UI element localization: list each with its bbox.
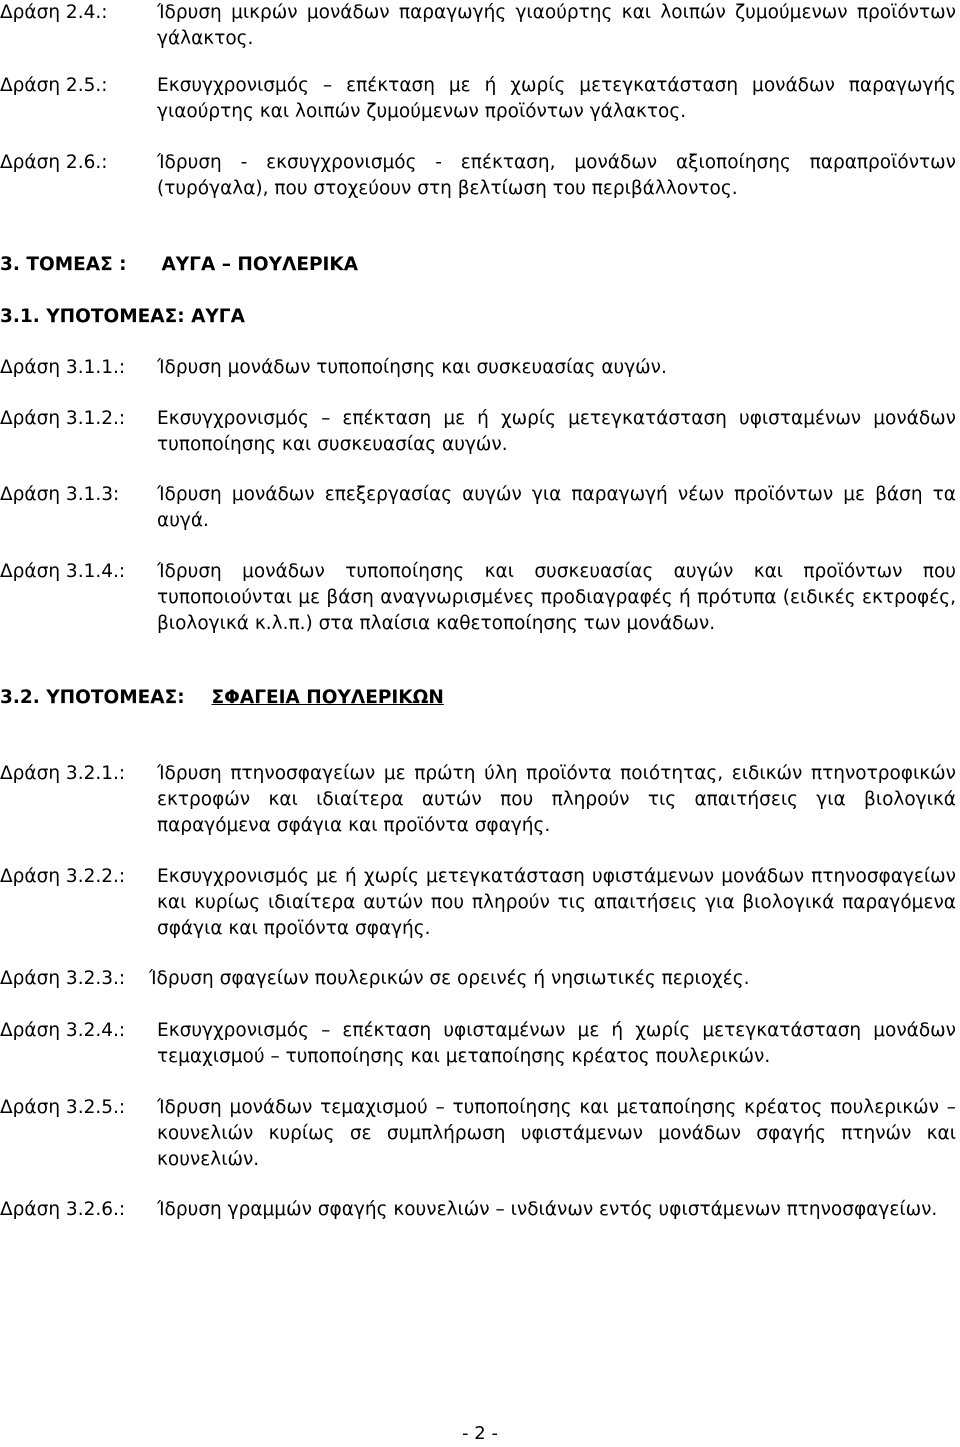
action-text: Εκσυγχρονισμός – επέκταση υφισταμένων με ή χωρίς μετεγκατάσταση μονάδων τεμαχισμού – τυποποίησης και μεταποίησης κρέατος πουλερικών. [157,1020,956,1067]
subsector-label: ΥΠΟΤΟΜΕΑΣ: [46,687,185,708]
sector-label: ΤΟΜΕΑΣ : [26,254,127,275]
action-text: Ίδρυση μονάδων τεμαχισμού – τυποποίησης και μεταποίησης κρέατος πουλερικών – κουνελιών κυρίως σε συμπλήρωση υφιστάμενων μονάδων σφαγής πτηνών και κουνελιών. [157,1097,956,1170]
action-text: Ίδρυση μονάδων τυποποίησης και συσκευασίας αυγών. [157,357,667,378]
sector-heading [0,252,358,278]
subsector-title: ΣΦΑΓΕΙΑ ΠΟΥΛΕΡΙΚΩΝ [211,687,444,708]
sector-title: ΑΥΓΑ – ΠΟΥΛΕΡΙΚΑ [161,254,359,275]
subsector-label: ΥΠΟΤΟΜΕΑΣ: [46,306,185,327]
action-text: Ίδρυση μονάδων τυποποίησης και συσκευασίας αυγών και προϊόντων που τυποποιούνται με βάση αναγνωρισμένες προδιαγραφές ή πρότυπα (ειδικές εκτροφές, βιολογικά κ.λ.π.) στα πλαίσια καθετοποίησης των μονάδων. [157,561,956,634]
action-label: Δράση 3.1.1.: [0,357,126,378]
action-label: Δράση 3.1.2.: [0,408,126,429]
subsector-number: 3.2. [0,687,40,708]
action-item [0,1018,958,1070]
action-label: Δράση 3.2.1.: [0,763,126,784]
action-label: Δράση 3.2.3.: [0,968,126,989]
action-item [0,559,958,637]
action-label: Δράση 3.2.2.: [0,866,126,887]
action-label: Δράση 3.1.3: [0,484,120,505]
action-item [0,966,958,992]
action-label: Δράση 3.2.4.: [0,1020,126,1041]
action-text: Ίδρυση μονάδων επεξεργασίας αυγών για παραγωγή νέων προϊόντων με βάση τα αυγά. [157,484,956,531]
action-text: Ίδρυση γραμμών σφαγής κουνελιών – ινδιάνων εντός υφιστάμενων πτηνοσφαγείων. [157,1199,938,1220]
action-text: Ίδρυση πτηνοσφαγείων με πρώτη ύλη προϊόντα ποιότητας, ειδικών πτηνοτροφικών εκτροφών και ιδιαίτερα αυτών που πληρούν τις απαιτήσεις για βιολογικά παραγόμενα σφάγια και προϊόντα σφαγής. [157,763,956,836]
action-item [0,482,958,534]
page-number: - 2 - [462,1423,498,1444]
action-item [0,150,958,202]
subsector-title: ΑΥΓΑ [191,306,245,327]
action-label: Δράση 3.1.4.: [0,561,126,582]
action-text: Ίδρυση σφαγείων πουλερικών σε ορεινές ή νησιωτικές περιοχές. [149,968,750,989]
action-label: Δράση 3.2.6.: [0,1199,126,1220]
action-text: Ίδρυση μικρών μονάδων παραγωγής γιαούρτης και λοιπών ζυμούμενων προϊόντων γάλακτος. [157,2,956,49]
sector-number: 3. [0,254,20,275]
action-item [0,406,958,458]
action-item [0,73,958,125]
action-item [0,864,958,942]
subsector-heading [0,685,444,711]
action-item [0,761,958,839]
action-label: Δράση 3.2.5.: [0,1097,126,1118]
action-item [0,1197,958,1249]
action-label: Δράση 2.5.: [0,75,108,96]
action-item [0,0,958,52]
action-text: Εκσυγχρονισμός – επέκταση με ή χωρίς μετεγκατάσταση υφισταμένων μονάδων τυποποίησης και συσκευασίας αυγών. [157,408,956,455]
action-text: Εκσυγχρονισμός – επέκταση με ή χωρίς μετεγκατάσταση μονάδων παραγωγής γιαούρτης και λοιπών ζυμούμενων προϊόντων γάλακτος. [157,75,956,122]
action-item [0,1095,958,1173]
action-label: Δράση 2.6.: [0,152,108,173]
action-item [0,355,958,381]
action-text: Ίδρυση - εκσυγχρονισμός - επέκταση, μονάδων αξιοποίησης παραπροϊόντων (τυρόγαλα), που στοχεύουν στη βελτίωση του περιβάλλοντος. [157,152,956,199]
action-text: Εκσυγχρονισμός με ή χωρίς μετεγκατάσταση υφιστάμενων μονάδων πτηνοσφαγείων και κυρίως ιδιαίτερα αυτών που πληρούν τις απαιτήσεις για βιολογικά παραγόμενα σφάγια και προϊόντα σφαγής. [157,866,956,939]
subsector-heading [0,304,245,330]
action-label: Δράση 2.4.: [0,2,108,23]
subsector-number: 3.1. [0,306,40,327]
